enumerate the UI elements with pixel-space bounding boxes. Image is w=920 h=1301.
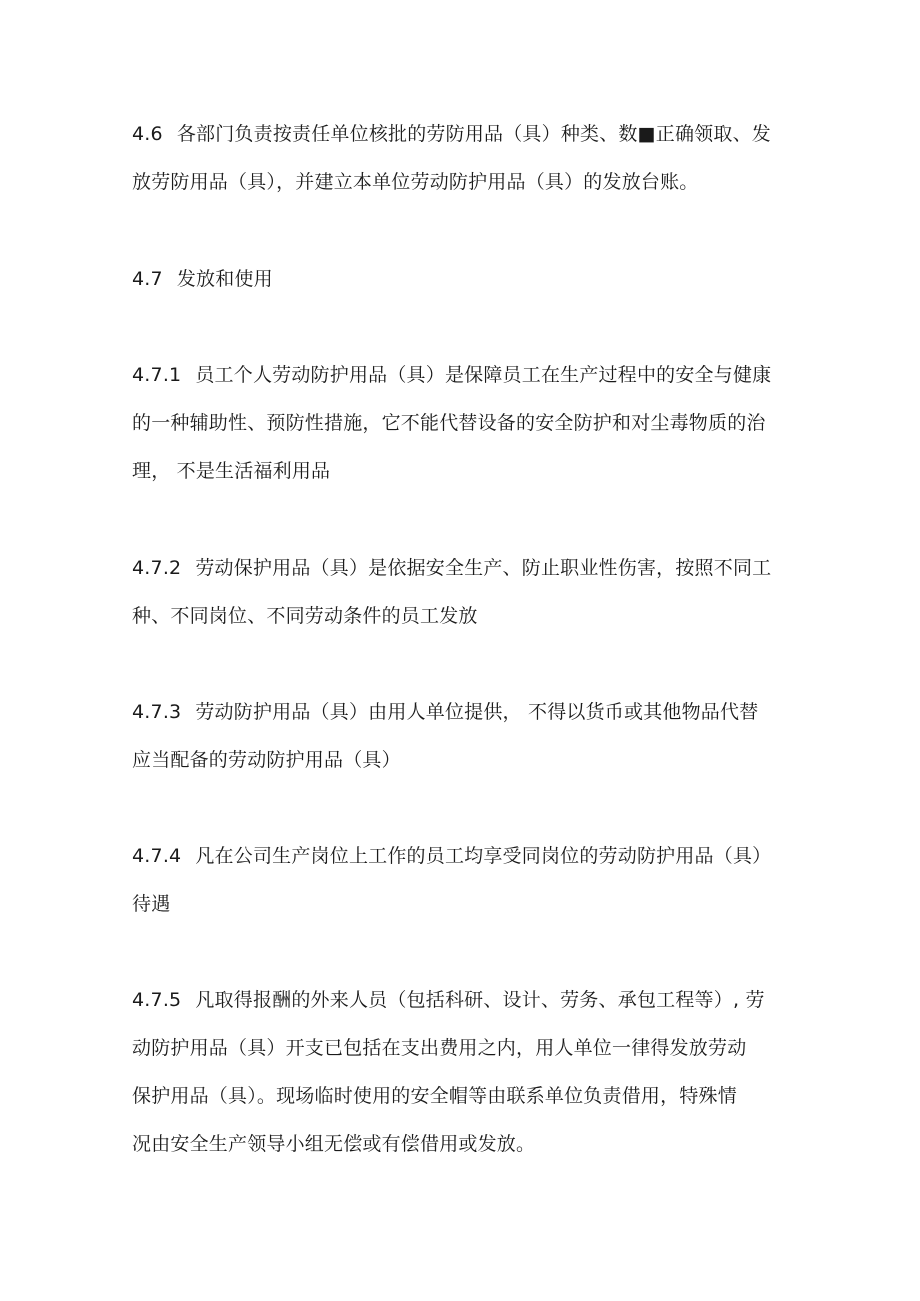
- section-number: 4.7.2: [132, 557, 182, 579]
- paragraph-line: [132, 976, 822, 1024]
- paragraph-line: [132, 255, 822, 303]
- paragraph-line: 动防护用品（具）开支已包括在支出费用之内，用人单位一律得发放劳动: [132, 1037, 747, 1059]
- paragraph-line: 保护用品（具）。现场临时使用的安全帽等由联系单位负责借用，特殊情: [132, 1085, 737, 1107]
- section-number: 4.7.3: [132, 701, 182, 723]
- paragraph-text: 劳动保护用品（具）是依据安全生产、防止职业性伤害，按照不同工: [195, 557, 772, 579]
- paragraph-line: [132, 832, 822, 880]
- paragraph-4-7-5: [132, 976, 822, 1168]
- section-number: 4.7.1: [132, 364, 182, 386]
- paragraph-line: 应当配备的劳动防护用品（具）: [132, 749, 401, 771]
- section-heading: 发放和使用: [176, 268, 273, 290]
- paragraph-line: [132, 110, 822, 158]
- paragraph-line: 放劳防用品（具），并建立本单位劳动防护用品（具）的发放台账。: [132, 171, 699, 193]
- paragraph-4-7-3: [132, 688, 822, 784]
- paragraph-text: 凡取得报酬的外来人员（包括科研、设计、劳务、承包工程等）, 劳: [195, 989, 765, 1011]
- paragraph-4-6: [132, 110, 822, 206]
- section-number: 4.6: [132, 123, 163, 145]
- paragraph-4-7-4: [132, 832, 822, 928]
- paragraph-line: [132, 544, 822, 592]
- paragraph-line: 种、不同岗位、不同劳动条件的员工发放: [132, 605, 478, 627]
- paragraph-text: 劳动防护用品（具）由用人单位提供， 不得以货币或其他物品代替: [195, 701, 759, 723]
- paragraph-line: 待遇: [132, 893, 171, 915]
- paragraph-line: 的一种辅助性、预防性措施，它不能代替设备的安全防护和对尘毒物质的治: [132, 412, 766, 434]
- paragraph-4-7-1: [132, 351, 822, 495]
- paragraph-text: 员工个人劳动防护用品（具）是保障员工在生产过程中的安全与健康: [195, 364, 772, 386]
- paragraph-line: [132, 351, 822, 399]
- paragraph-line: 况由安全生产领导小组无偿或有偿借用或发放。: [132, 1133, 536, 1155]
- paragraph-text: 凡在公司生产岗位上工作的员工均享受同岗位的劳动防护用品（具）: [195, 845, 772, 867]
- paragraph-line: 理， 不是生活福利用品: [132, 460, 331, 482]
- section-number: 4.7: [132, 268, 163, 290]
- paragraph-line: [132, 688, 822, 736]
- paragraph-text: 各部门负责按责任单位核批的劳防用品（具）种类、数■正确领取、发: [176, 123, 771, 145]
- section-number: 4.7.5: [132, 989, 182, 1011]
- paragraph-4-7: [132, 255, 822, 303]
- section-number: 4.7.4: [132, 845, 182, 867]
- paragraph-4-7-2: [132, 544, 822, 640]
